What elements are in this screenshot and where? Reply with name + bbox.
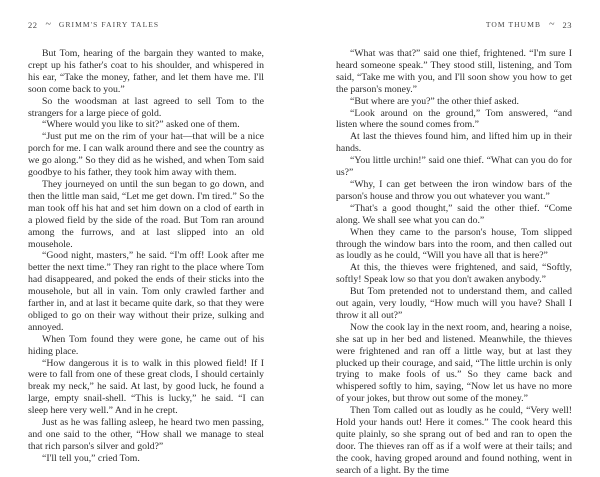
paragraph: But Tom, hearing of the bargain they wanted to make, crept up his father's coat to his shoulder, and whispered in his ear, “Take the money, father, and let them have me. I'll soon come back to you.”: [28, 48, 264, 95]
paragraph: So the woodsman at last agreed to sell Tom to the strangers for a large piece of gold.: [28, 95, 264, 119]
paragraph: “Where would you like to sit?” asked one of them.: [42, 119, 240, 131]
paragraph: At this, the thieves were frightened, and said, “Softly, softly! Speak low so that you don't awaken anybody.”: [336, 262, 572, 286]
paragraph: “How dangerous it is to walk in this plowed field! If I were to fall from one of these great clods, I should certainly break my neck,” he said. At last, by good luck, he found a large, empty snail-shell. “This is lucky,” he said. “I can sleep here very well.” And in he crept.: [28, 357, 264, 417]
page-body: [336, 48, 572, 477]
paragraph: “But where are you?” the other thief asked.: [350, 95, 519, 107]
running-head-title: GRIMM'S FAIRY TALES: [58, 20, 160, 29]
paragraph: “What was that?” said one thief, frightened. “I'm sure I heard someone speak.” They stood still, listening, and Tom said, “Take me with you, and I'll soon show you how to get the parson's money.”: [336, 48, 572, 95]
right-page: [300, 0, 600, 476]
paragraph: When Tom found they were gone, he came out of his hiding place.: [28, 333, 264, 357]
paragraph: “You little urchin!” said one thief. “What can you do for us?”: [336, 155, 572, 179]
page-number: 22: [28, 19, 38, 30]
paragraph: When they came to the parson's house, Tom slipped through the window bars into the room, and then called out as loudly as he could, “Will you have all that is here?”: [336, 226, 572, 262]
running-header: [486, 19, 572, 30]
left-page: [0, 0, 300, 464]
paragraph: Now the cook lay in the next room, and, hearing a noise, she sat up in her bed and listened. Meanwhile, the thieves were frightened and ran off a little way, but at last they plucked up their courage, and said, “The little urchin is only trying to make fools of us.” So they came back and whispered softly to him, saying, “Now let us have no more of your jokes, but throw out some of the money.”: [336, 321, 572, 405]
paragraph: “Just put me on the rim of your hat—that will be a nice porch for me. I can walk around there and see the country as we go along.” So they did as he wished, and when Tom said goodbye to his father, they took him away with them.: [28, 131, 264, 179]
ornament-icon: ~: [45, 19, 51, 30]
running-header: [28, 19, 159, 30]
running-head-title: TOM THUMB: [485, 20, 542, 29]
paragraph: “Look around on the ground,” Tom answered, “and listen where the sound comes from.”: [336, 107, 572, 131]
paragraph: Then Tom called out as loudly as he could, “Very well! Hold your hands out! Here it comes.” The cook heard this quite plainly, so she sprang out of bed and ran to open the door. The thieves ran off as if a wolf were at their tails; and the cook, having groped around and found nothing, went in search of a light. By the time: [336, 405, 572, 476]
paragraph: “Why, I can get between the iron window bars of the parson's house and throw you out whatever you want.”: [336, 178, 572, 202]
paragraph: “Good night, masters,” he said. “I'm off! Look after me better the next time.” They ran right to the place where Tom had disappeared, and poked the ends of their sticks into the mousehole, but all in vain. Tom only crawled farther and farther in, and at last it became quite dark, so that they were obliged to go on their way without their prize, sulking and annoyed.: [28, 250, 264, 333]
page-number: 23: [562, 19, 572, 30]
ornament-icon: ~: [549, 19, 555, 30]
page-body: [28, 48, 264, 465]
paragraph: They journeyed on until the sun began to go down, and then the little man said, “Let me get down. I'm tired.” So the man took off his hat and set him down on a clod of earth in a plowed field by the side of the road. But Tom ran around among the furrows, and at last slipped into an old mousehole.: [28, 178, 264, 250]
paragraph: But Tom pretended not to understand them, and called out again, very loudly, “How much will you have? Shall I throw it all out?”: [336, 286, 572, 321]
paragraph: “That's a good thought,” said the other thief. “Come along. We shall see what you can do.”: [336, 202, 572, 226]
paragraph: Just as he was falling asleep, he heard two men passing, and one said to the other, “How shall we manage to steal that rich parson's silver and gold?”: [28, 417, 264, 452]
paragraph: At last the thieves found him, and lifted him up in their hands.: [336, 131, 572, 155]
paragraph: “I'll tell you,” cried Tom.: [42, 452, 140, 464]
